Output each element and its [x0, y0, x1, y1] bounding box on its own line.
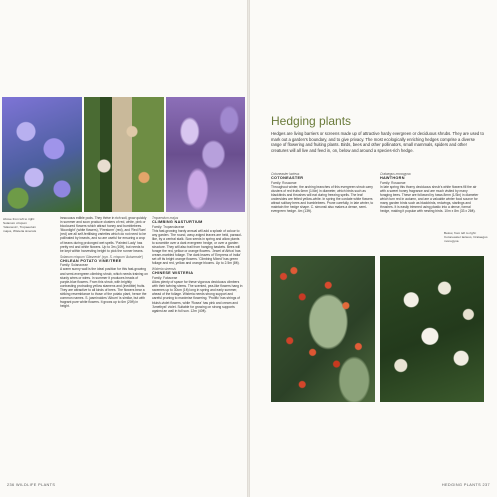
- left-folio: 236 WILDLIFE PLANTS: [7, 483, 56, 487]
- left-column-1: [60, 216, 148, 310]
- plant-description: Throughout winter, the arching branches of this evergreen shrub carry clusters of red fruits 6mm (1/4in) in diameter, which birds such as blackbirds and thrushes will eat during freezing spells. The leaf undersides are felted yellow-white. In spring the cordate white flowers attract solitary bees and bumblebees. Prune carefully, in late winter, to maintain the hedge shape. C. simonsii also makes a dense, semi-evergreen hedge. 4m (13ft).: [271, 184, 374, 214]
- plant-common-name: CHILEAN POTATO VINE/TREE: [60, 258, 122, 263]
- plant-description: Allow plenty of space for these vigorous deciduous climbers with their twining stems. The scented, pea-like flowers hang in racemes up to 30cm (1ft) long in spring and early summer, ahead of the foliage. Wisteria needs strong support and careful pruning to maximise flowering. 'Prolific' has strings of bluish-violet flowers, while 'Rosea' has pink and cream and 'Amethyst' violet. Suitable for growing on strong supports against an wall in full sun. 12m (40ft).: [152, 280, 243, 313]
- plant-latin-name: Solanum crispum 'Glasnevin' (syn. S. crispum 'Autumnale'): [60, 254, 144, 259]
- body-paragraph: innocuous edible pods. They thrive in rich soil, grow quickly in summer and soon produce clusters of red, white, pink or bicoloured flowers which attract honey and bumblebees. 'Moonlight' (white flowers), 'Firestorm' (red), and 'Red Rum' (red) are all self-fertilising varieties which do not need to be pollinated by insects, and so are useful for ensuring a crop of beans during prolonged wet spells. 'Painted Lady' has pretty red and white flowers. Up to 3m (10ft), but needs to be kept within harvesting height to pick the runner beans.: [60, 216, 147, 253]
- page-heading: Hedging plants: [271, 114, 352, 128]
- plant-family: Family: Rosaceae: [271, 180, 297, 185]
- right-photo-caption: Below, from left to right: Cotoneaster lacteus, Crataegus monogyna: [444, 231, 488, 243]
- plant-latin-name: Crataegus monogyna: [380, 172, 411, 176]
- intro-paragraph: Hedges are living barriers or screens made up of attractive hardy evergreen or deciduous shrubs. They are used to mark out a garden's boundary, and to give privacy. The most ecologically enriching hedges comprise a diverse range of flowering and fruiting plants. Birds, bees and other pollinators, small mammals, spiders and other creatures will all live and feed in, on, below and around a species-rich hedge.: [271, 131, 484, 153]
- plant-description: In late spring this thorny deciduous shrub's white flowers fill the air with a sweet honey fragrance and are much visited by many foraging bees. These are followed by haws 8mm (1/3in) in diameter which turn red in autumn, and are a valuable winter food source for many garden birds such as blackbirds, redwings, starlings and thrushes. It is easily trimmed using plastic into a dense, formal hedge, making it popular with nesting birds. 10m x 8m (33 x 26ft).: [380, 184, 479, 214]
- photo-hawthorn: [380, 256, 484, 402]
- right-column-1: [271, 172, 375, 215]
- plant-latin-name: Wisteria sinensis: [152, 267, 176, 272]
- right-page: [250, 0, 497, 497]
- photo-nasturtium: [84, 97, 164, 212]
- plant-common-name: CLIMBING NASTURTIUM: [152, 220, 203, 224]
- right-folio: HEDGING PLANTS 237: [441, 483, 490, 487]
- photo-cotoneaster: [271, 256, 375, 402]
- plant-family: Family: Rosaceae: [380, 180, 406, 185]
- right-column-2: [380, 172, 480, 215]
- left-photo-caption: Above from left to right: Solanum crispum 'Glasnevin', Tropaeolum majus, Wisteria sinensis: [3, 217, 37, 233]
- plant-description: A warm sunny wall is the ideal position for this fast-growing and semi-evergreen climbing shrub, which needs training on sturdy wires or wires. In summer it produces heads of purple-blue flowers. From this shrub, with brightly contrasting protruding yellow stamens and (inedible) fruits. They are attractive to all kinds of bees. The flowers bear a striking resemblance to those of the potato plant, hence the common names. S. jasminoides 'Album' is similar, but with fragrant pure white flowers. It grows up to 6m (20ft) in height.: [60, 267, 148, 309]
- plant-description: This fast-growing hardy annual will add a splash of colour to any garden. The round, wavy-edged leaves are held, parasol-like, by a central stalk. Sow seeds in spring and allow plants to scramble over a dark evergreen hedge, or over a garden structure. They will also trail from hanging baskets. Bees will forage the red, yellow or orange flowers. 'Jewel of Africa' has cream-marbled foliage. The dark leaves of 'Empress of India' set off its bright orange flowers. 'Climbing Mixed' has green foliage and red, yellow and orange blooms. Up to 2.5m (8ft).: [152, 228, 242, 266]
- left-column-2: [152, 216, 243, 315]
- plant-family: Family: Fabaceae: [152, 276, 178, 281]
- plant-latin-name: Cotoneaster lacteus: [271, 172, 300, 176]
- plant-family: Family: Solanaceae: [60, 263, 88, 268]
- plant-common-name: CHINESE WISTERIA: [152, 271, 194, 276]
- plant-family: Family: Tropaeolaceae: [152, 224, 185, 229]
- left-page: [0, 0, 247, 497]
- plant-latin-name: Tropaeolum majus: [152, 216, 179, 220]
- plant-common-name: HAWTHORN: [380, 176, 405, 180]
- photo-solanum: [2, 97, 82, 212]
- plant-common-name: COTONEASTER: [271, 176, 304, 180]
- photo-wisteria: [166, 97, 245, 212]
